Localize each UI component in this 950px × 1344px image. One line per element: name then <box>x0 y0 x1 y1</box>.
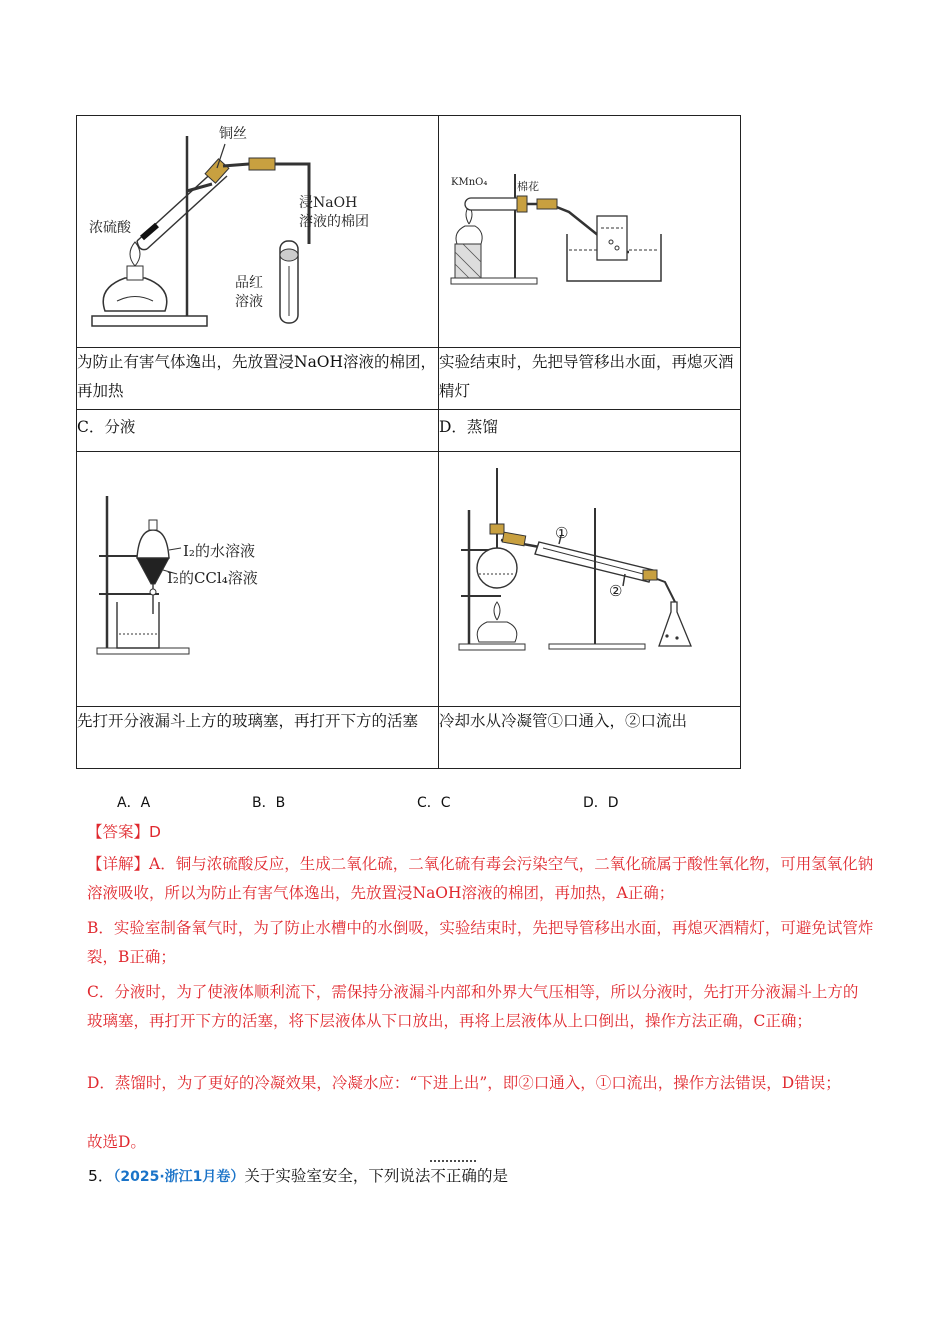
label-copper-wire: 铜丝 <box>219 126 247 142</box>
question-5-number: 5． <box>88 1167 114 1185</box>
option-b-description: 实验结束时，先把导管移出水面，再熄灭酒精灯 <box>439 353 734 400</box>
option-c[interactable]: C．C <box>417 795 451 811</box>
option-a-description: 为防止有害气体逸出，先放置浸NaOH溶液的棉团，再加热 <box>77 353 437 400</box>
label-port-1: ① <box>555 524 569 542</box>
option-d-label: D．蒸馏 <box>439 418 498 436</box>
label-pinhong-line2: 溶液 <box>235 294 263 310</box>
answer-value: D <box>149 823 161 841</box>
figure-c-cell <box>77 452 439 707</box>
label-kmno4: KMnO₄ <box>451 177 488 188</box>
question-5 <box>88 1162 508 1192</box>
answer-tag: 【答案】 <box>87 823 150 841</box>
row-d-label-cell <box>439 410 741 452</box>
detail-paragraph-c: C．分液时，为了使液体顺利流下，需保持分液漏斗内部和外界大气压相等，所以分液时，先打开分液漏斗上方的玻璃塞，再打开下方的活塞，将下层液体从下口放出，再将上层液体从上口倒出，操作方法正确，C正确； <box>87 983 859 1030</box>
figure-c-apparatus <box>77 452 439 706</box>
option-b[interactable]: B．B <box>252 795 286 811</box>
label-naoh-line1: 浸NaOH <box>299 195 358 211</box>
question-5-source: （2025·浙江1月卷） <box>113 1169 245 1185</box>
figure-b-apparatus <box>439 116 741 347</box>
label-naoh-line2: 溶液的棉团 <box>299 214 369 230</box>
label-port-2: ② <box>609 582 623 600</box>
label-i2-ccl4: I₂的CCl₄溶液 <box>167 569 258 587</box>
question-5-text-a: 关于实验室安全，下列说法 <box>244 1167 431 1185</box>
label-cotton: 棉花 <box>517 180 539 193</box>
option-a[interactable]: A．A <box>117 795 151 811</box>
answer-line <box>87 818 877 847</box>
detail-paragraph-a <box>87 850 877 908</box>
option-c-description: 先打开分液漏斗上方的玻璃塞，再打开下方的活塞 <box>77 712 419 730</box>
option-d[interactable]: D．D <box>583 795 619 811</box>
detail-paragraph-d: D．蒸馏时，为了更好的冷凝效果，冷凝水应：“下进上出”，即②口通入，①口流出，操作方法错误，D错误； <box>87 1074 841 1092</box>
row-c-text-cell <box>77 707 439 769</box>
row-b-text-cell <box>439 348 741 410</box>
detail-text-a: A．铜与浓硫酸反应，生成二氧化硫，二氧化硫有毒会污染空气，二氧化硫属于酸性氧化物，可用氢氧化钠溶液吸收，所以为防止有害气体逸出，先放置浸NaOH溶液的棉团，再加热，A正确； <box>87 855 874 902</box>
figure-d-apparatus <box>439 452 741 706</box>
option-c-label: C．分液 <box>77 418 136 436</box>
row-a-text-cell <box>77 348 439 410</box>
detail-tag: 【详解】 <box>87 855 150 873</box>
label-i2-water: I₂的水溶液 <box>183 542 255 560</box>
label-pinhong-line1: 品红 <box>235 275 263 291</box>
option-d-description: 冷却水从冷凝管①口通入，②口流出 <box>439 712 688 730</box>
question-5-text-b: 的是 <box>476 1167 508 1185</box>
question-5-emphasis: 不正确 <box>430 1167 477 1185</box>
experiment-table <box>76 115 741 769</box>
figure-a-cell <box>77 116 439 348</box>
detail-paragraph-b: B．实验室制备氧气时，为了防止水槽中的水倒吸，实验结束时，先把导管移出水面，再熄灭酒精灯，可避免试管炸裂，B正确； <box>87 919 874 966</box>
figure-d-cell <box>439 452 741 707</box>
row-d-text-cell <box>439 707 741 769</box>
row-c-label-cell <box>77 410 439 452</box>
figure-a-apparatus <box>77 116 439 347</box>
detail-conclusion: 故选D。 <box>87 1133 146 1151</box>
figure-b-cell <box>439 116 741 348</box>
label-conc-acid: 浓硫酸 <box>89 220 131 236</box>
